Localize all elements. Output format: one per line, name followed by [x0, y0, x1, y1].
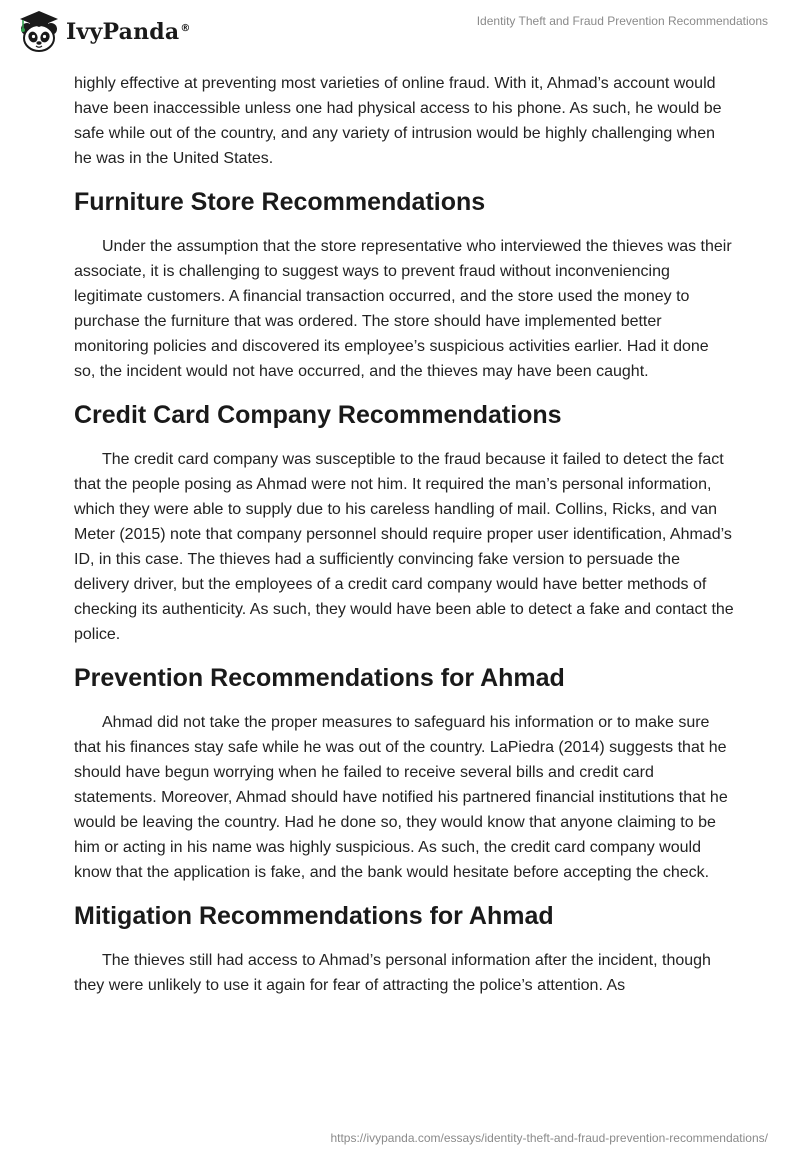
brand-name: IvyPanda® — [66, 19, 191, 45]
brand-logo[interactable] — [16, 9, 191, 55]
intro-paragraph: highly effective at preventing most varieties of online fraud. With it, Ahmad’s account would have been inaccessible unless one had physical access to his phone. As such, he would be safe while out of the country, and any variety of intrusion would be highly challenging when he was in the United States. — [74, 75, 722, 167]
panda-graduation-cap-icon — [16, 9, 62, 55]
registered-mark: ® — [180, 22, 191, 34]
document-title: Identity Theft and Fraud Prevention Recommendations — [476, 14, 768, 28]
page-header — [0, 0, 800, 60]
section-heading-mitigation: Mitigation Recommendations for Ahmad — [74, 902, 554, 930]
section-heading-credit-card-company: Credit Card Company Recommendations — [74, 401, 562, 429]
section-heading-furniture-store: Furniture Store Recommendations — [74, 188, 486, 216]
essay-body — [74, 71, 734, 998]
section-heading-prevention: Prevention Recommendations for Ahmad — [74, 664, 565, 692]
section-paragraph-credit-card-company: The credit card company was susceptible to the fraud because it failed to detect the fact that the people posing as Ahmad were not him. It required the man’s personal information, which they were able to supply due to his careless handling of mail. Collins, Ricks, and van Meter (2015) note that company personnel should require proper user identification, Ahmad’s ID, in this case. The thieves had a sufficiently convincing fake version to persuade the delivery driver, but the employees of a credit card company would have better methods of checking its authenticity. As such, they would have been able to detect a fake and contact the police. — [74, 451, 734, 643]
source-url-link[interactable]: https://ivypanda.com/essays/identity-theft-and-fraud-prevention-recommendations/ — [330, 1131, 768, 1145]
section-paragraph-furniture-store: Under the assumption that the store representative who interviewed the thieves was their associate, it is challenging to suggest ways to prevent fraud without inconveniencing legitimate customers. A financial transaction occurred, and the store used the money to purchase the furniture that was ordered. The store should have implemented better monitoring policies and discovered its employee’s suspicious activities earlier. Had it done so, the incident would not have occurred, and the thieves may have been caught. — [74, 238, 732, 380]
section-paragraph-prevention: Ahmad did not take the proper measures to safeguard his information or to make sure that his finances stay safe while he was out of the country. LaPiedra (2014) suggests that he should have begun worrying when he failed to receive several bills and credit card statements. Moreover, Ahmad should have notified his partnered financial institutions that he would be leaving the country. Had he done so, they would know that anyone claiming to be him or acting in his name was highly suspicious. As such, the credit card company would know that the application is fake, and the bank would hesitate before accepting the check. — [74, 714, 728, 881]
section-paragraph-mitigation: The thieves still had access to Ahmad’s personal information after the incident, though they were unlikely to use it again for fear of attracting the police’s attention. As — [74, 952, 711, 994]
